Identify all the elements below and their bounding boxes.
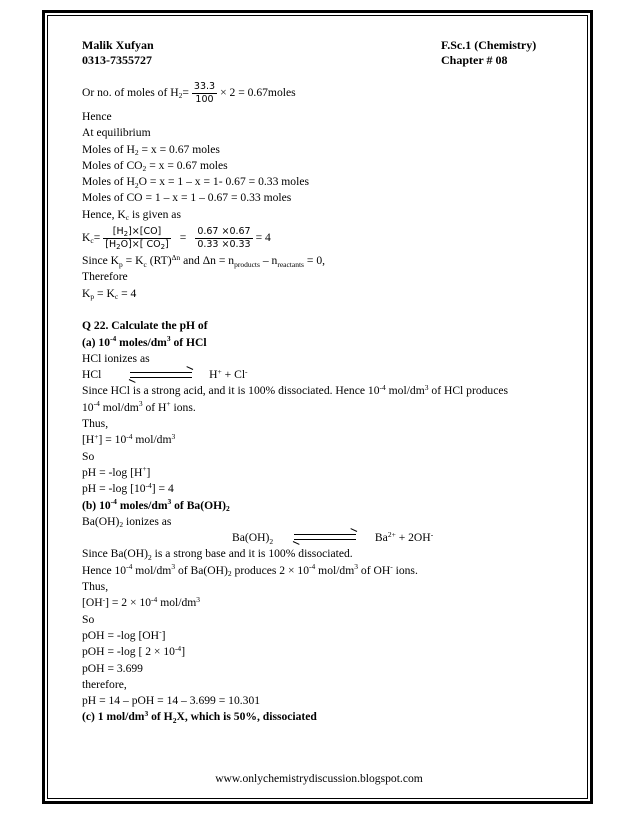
since-kp-line: Since $K_p = K_c$ (RT)$^{\Delta n}$ and $\Delta n = n_{products} - n_{reactants} = 0$, (82, 252, 326, 269)
kc-numeric-fraction: $\frac{0.67 \times 0.67}{0.33 \times 0.33}$ (197, 225, 251, 250)
part-a-heading: (a) $10^{-4}$ moles/$dm^3$ of HCl (82, 334, 207, 349)
hence-line: Hence (82, 110, 112, 123)
oh-produces-line: Hence $10^{-4}$ mol/$dm^3$ of $Ba(OH)_2$ produces $2 \times 10^{-4}$ mol/$dm^3$ of OH- ions. (82, 562, 418, 579)
author-name: Malik Xufyan (82, 38, 154, 52)
author-phone: 0313-7355727 (82, 53, 152, 67)
ph-final-line: pH = 14 – pOH = 14 – 3.699 = 10.301 (82, 694, 261, 708)
part-b-heading: (b) $10^{-4}$ moles/$dm^3$ of $Ba(OH)_2$ (82, 497, 230, 514)
moles-h2o-line: Moles of $H_2O = x = 1 - x = 1-$ 0.67 = 0.33 moles (82, 175, 309, 190)
thus-line: Thus, (82, 417, 109, 431)
kc-concentration-fraction: $\frac{[H_2]\times[CO]}{[H_2O]\times[ CO_2]}$ (105, 225, 169, 251)
hcl-ionization-equation: HCl H+ + Cl- (82, 366, 248, 382)
kp-equals-kc-line: $K_p = K_c = 4$ (82, 286, 137, 302)
therefore-line: Therefore (82, 270, 128, 284)
poh-value-line: pOH = -log [ $2 \times 10^{-4}$] (82, 643, 186, 659)
moles-h2-line: Moles of $H_2 = x = 0.67$ moles (82, 142, 220, 158)
therefore-line-2: therefore, (82, 677, 127, 691)
h-ions-line: $10^{-4}$ mol/$dm^3$ of H+ ions. (82, 399, 196, 414)
thus-line-2: Thus, (82, 580, 109, 594)
h-concentration-line: $[H^+] = 10^{-4}$ mol/$dm^3$ (82, 431, 176, 447)
strong-base-line: Since $Ba(OH)_2$ is a strong base and it is 100% dissociated. (82, 547, 353, 562)
ph-log-line: pH = -log [H+] (82, 464, 151, 479)
so-line-2: So (82, 612, 95, 626)
kc-expression: K $_c$ = $\frac{[H_2]\times[CO]}{[H_2O]\times[ CO_2]}$ = $\frac{0.67 \times 0.67}{0.33 \times 0.33}$ = 4 (82, 225, 271, 251)
h2-moles-calc: Or no. of moles of H $_2$ = $\frac{33.3}{100}$ × 2 = 0.67moles (82, 80, 296, 105)
poh-result-line: pOH = 3.699 (82, 661, 143, 675)
so-line: So (82, 449, 95, 463)
moles-co-line: Moles of CO = 1 – x = 1 – 0.67 = 0.33 moles (82, 191, 292, 205)
question-22-title: Q 22. Calculate the pH of (82, 319, 208, 333)
footer-website: www.onlychemistrydiscussion.blogspot.com (215, 772, 423, 785)
part-c-heading: (c) 1 mol/$dm^3$ of $H_2X$, which is 50%, dissociated (82, 708, 317, 725)
poh-log-line: pOH = -log [OH-] (82, 627, 166, 642)
kc-given-line: Hence, $K_c$ is given as (82, 207, 181, 223)
baoh-ionization-equation: $Ba(OH)_2$ $Ba^{2+} + 2OH^-$ (232, 529, 434, 546)
strong-acid-line: Since HCl is a strong acid, and it is 100% dissociated. Hence $10^{-4}$ mol/$dm^3$ of HCl produces (82, 382, 509, 398)
fraction-33-3-over-100: $\frac{33.3}{100}$ (193, 80, 216, 105)
ph-value-line: pH = -log $[10^{-4}] = 4$ (82, 480, 174, 496)
at-equilibrium-line: At equilibrium (82, 126, 151, 140)
page-content (82, 80, 582, 726)
course-title: F.Sc.1 (Chemistry) (441, 38, 537, 52)
baoh-ionizes-line: $Ba(OH)_2$ ionizes as (82, 514, 172, 530)
chapter-number: Chapter # 08 (441, 53, 508, 67)
equilibrium-arrow-icon (130, 371, 192, 381)
oh-concentration-line: $[OH^-] = 2 \times 10^{-4}$ mol/$dm^3$ (82, 594, 201, 610)
moles-co2-line: Moles of $CO_2 = x = 0.67$ moles (82, 158, 228, 174)
hcl-ionizes-line: HCl ionizes as (82, 351, 150, 365)
equilibrium-arrow-icon (294, 533, 356, 543)
